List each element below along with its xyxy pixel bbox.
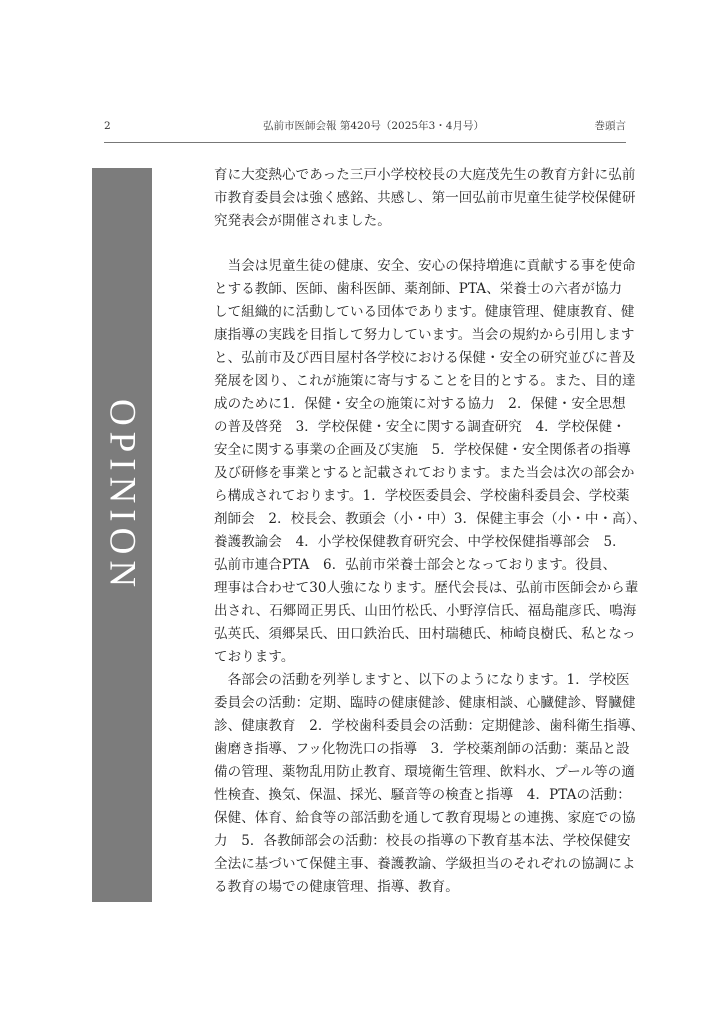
section-label: 巻頭言 bbox=[594, 120, 626, 132]
text-line: 養護教諭会 4．小学校保健教育研究会、中学校保健指導部会 5． bbox=[214, 534, 626, 550]
text-line: 全法に基づいて保健主事、養護教諭、学級担当のそれぞれの協調によ bbox=[214, 856, 636, 872]
journal-issue-info: 弘前市医師会報 第420号（2025年3・4月号） bbox=[263, 120, 484, 132]
text-line: ております。 bbox=[214, 649, 295, 665]
text-line: 弘英氏、須郷杲氏、田口鉄治氏、田村瑞穂氏、柿崎良樹氏、私となっ bbox=[214, 626, 636, 642]
text-line: の普及啓発 3．学校保健・安全に関する調査研究 4．学校保健・ bbox=[214, 419, 626, 435]
text-line: 成のために1．保健・安全の施策に対する協力 2．保健・安全思想 bbox=[214, 396, 626, 412]
text-line: 剤師会 2．校長会、教頭会（小・中）3．保健主事会（小・中・高）、 bbox=[214, 511, 647, 527]
text-line: と、弘前市及び西目屋村各学校における保健・安全の研究並びに普及 bbox=[214, 350, 636, 366]
text-line: 及び研修を事業とすると記載されております。また当会は次の部会か bbox=[214, 465, 635, 481]
text-line: 発展を図り、これが施策に寄与することを目的とする。また、目的達 bbox=[214, 373, 636, 389]
article-paragraph bbox=[214, 669, 645, 899]
page-header bbox=[104, 118, 626, 134]
text-line: 康指導の実践を目指して努力しています。当会の規約から引用します bbox=[214, 327, 635, 343]
text-line: る教育の場での健康管理、指導、教育。 bbox=[214, 879, 459, 895]
text-line: 弘前市連合PTA 6．弘前市栄養士部会となっております。役員、 bbox=[214, 557, 617, 573]
sidebar-title: OPINION bbox=[101, 398, 143, 594]
text-line: 究発表会が開催されました。 bbox=[214, 213, 391, 229]
text-line: とする教師、医師、歯科医師、薬剤師、PTA、栄養士の六者が協力 bbox=[214, 281, 623, 297]
text-line: 保健、体育、給食等の部活動を通して教育現場との連携、家庭での協 bbox=[214, 810, 636, 826]
text-line: 備の管理、薬物乱用防止教育、環境衛生管理、飲料水、プール等の適 bbox=[214, 764, 635, 780]
text-line: ら構成されております。1．学校医委員会、学校歯科委員会、学校薬 bbox=[214, 488, 630, 504]
text-line: 当会は児童生徒の健康、安全、安心の保持増進に貢献する事を使命 bbox=[214, 258, 636, 274]
text-line: 安全に関する事業の企画及び実施 5．学校保健・安全関係者の指導 bbox=[214, 442, 631, 458]
text-line: して組織的に活動している団体であります。健康管理、健康教育、健 bbox=[214, 304, 635, 320]
opinion-sidebar bbox=[92, 168, 152, 902]
text-line: 育に大変熱心であった三戸小学校校長の大庭茂先生の教育方針に弘前 bbox=[214, 167, 636, 183]
text-line: 出され、石郷岡正男氏、山田竹松氏、小野淳信氏、福島龍彦氏、鳴海 bbox=[214, 603, 637, 619]
text-line: 各部会の活動を列挙しますと、以下のようになります。1．学校医 bbox=[214, 672, 630, 688]
text-line: 理事は合わせて30人強になります。歴代会長は、弘前市医師会から輩 bbox=[214, 580, 639, 596]
page-number: 2 bbox=[104, 120, 111, 132]
article-body bbox=[214, 164, 647, 899]
text-line: 力 5．各教師部会の活動：校長の指導の下教育基本法、学校保健安 bbox=[214, 833, 631, 849]
article-paragraph bbox=[214, 164, 636, 233]
text-line: 性検査、換気、保温、採光、騒音等の検査と指導 4．PTAの活動： bbox=[214, 787, 631, 803]
text-line: 委員会の活動：定期、臨時の健康健診、健康相談、心臓健診、腎臓健 bbox=[214, 695, 636, 711]
text-line: 市教育委員会は強く感銘、共感し、第一回弘前市児童生徒学校保健研 bbox=[214, 190, 636, 206]
header-divider bbox=[104, 142, 626, 143]
article-paragraph bbox=[214, 255, 647, 669]
text-line: 診、健康教育 2．学校歯科委員会の活動：定期健診、歯科衛生指導、 bbox=[214, 718, 645, 734]
text-line: 歯磨き指導、フッ化物洗口の指導 3．学校薬剤師の活動：薬品と設 bbox=[214, 741, 630, 757]
paragraph-gap bbox=[214, 233, 624, 255]
